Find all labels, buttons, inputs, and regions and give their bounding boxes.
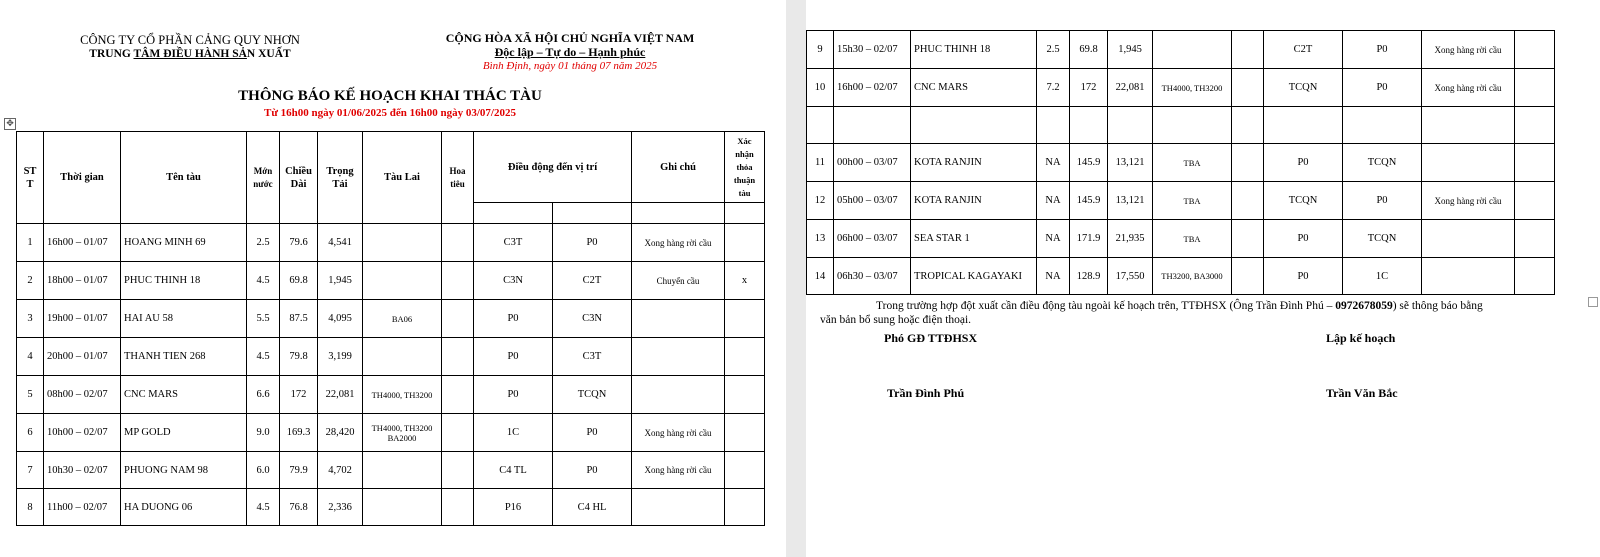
cell-tug — [363, 452, 442, 489]
cell-tug — [363, 262, 442, 300]
cell-pilot — [442, 262, 474, 300]
cell-move-from: TCQN — [1264, 69, 1343, 107]
footnote-phone: 0972678059 — [1335, 300, 1393, 312]
footnote-line-1 — [820, 299, 1560, 313]
cell-ship: HAI AU 58 — [121, 300, 247, 338]
cell-note: Xong hàng rời cầu — [632, 414, 725, 452]
cell-move-to: C3T — [553, 338, 632, 376]
cell-ship: TROPICAL KAGAYAKI — [911, 258, 1037, 295]
cell-move-to: C2T — [553, 262, 632, 300]
col-ship: Tên tàu — [121, 132, 247, 224]
cell-time — [834, 107, 911, 144]
cell-pilot — [1232, 107, 1264, 144]
cell-draft: NA — [1037, 258, 1070, 295]
cell-tug: TBA — [1153, 182, 1232, 220]
cell-confirm — [1515, 220, 1555, 258]
document-page-2 — [806, 0, 1600, 557]
cell-tonnage: 21,935 — [1108, 220, 1153, 258]
cell-ship: CNC MARS — [121, 376, 247, 414]
footnote-line-2: văn bản bổ sung hoặc điện thoại. — [820, 314, 972, 326]
cell-move-from: P0 — [474, 338, 553, 376]
cell-ship: KOTA RANJIN — [911, 144, 1037, 182]
cell-confirm — [725, 300, 765, 338]
cell-time: 06h30 – 03/07 — [834, 258, 911, 295]
col-confirm-sub — [725, 203, 765, 224]
document-page-1 — [0, 0, 786, 557]
document-subtitle: Từ 16h00 ngày 01/06/2025 đến 16h00 ngày 03/07/2025 — [263, 107, 516, 119]
cell-length: 79.9 — [280, 452, 318, 489]
cell-pilot — [442, 224, 474, 262]
document-title: THÔNG BÁO KẾ HOẠCH KHAI THÁC TÀU — [238, 88, 542, 104]
cell-tonnage: 22,081 — [1108, 69, 1153, 107]
cell-length: 69.8 — [280, 262, 318, 300]
cell-time: 06h00 – 03/07 — [834, 220, 911, 258]
cell-pilot — [1232, 69, 1264, 107]
cell-confirm — [1515, 107, 1555, 144]
cell-ship: HOANG MINH 69 — [121, 224, 247, 262]
col-move: Điều động đến vị trí — [474, 132, 632, 203]
table-row — [807, 182, 1555, 220]
cell-stt: 8 — [17, 489, 44, 526]
national-title: CỘNG HÒA XÃ HỘI CHỦ NGHĨA VIỆT NAM — [445, 31, 695, 45]
cell-tonnage: 13,121 — [1108, 182, 1153, 220]
col-note: Ghi chú — [632, 132, 725, 203]
cell-tug: TH4000, TH3200 — [1153, 69, 1232, 107]
cell-confirm — [1515, 31, 1555, 69]
cell-stt: 12 — [807, 182, 834, 220]
cell-time: 10h30 – 02/07 — [44, 452, 121, 489]
cell-tonnage: 1,945 — [318, 262, 363, 300]
company-department — [60, 47, 320, 61]
cell-pilot — [1232, 182, 1264, 220]
cell-draft: 6.0 — [247, 452, 280, 489]
cell-tug — [363, 414, 442, 452]
cell-tug — [1153, 31, 1232, 69]
cell-length: 169.3 — [280, 414, 318, 452]
cell-move-from: C4 TL — [474, 452, 553, 489]
cell-ship: SEA STAR 1 — [911, 220, 1037, 258]
cell-draft: NA — [1037, 144, 1070, 182]
cell-note — [632, 338, 725, 376]
table-row — [807, 258, 1555, 295]
cell-time: 00h00 – 03/07 — [834, 144, 911, 182]
table-row — [807, 144, 1555, 182]
cell-confirm — [1515, 69, 1555, 107]
cell-stt: 7 — [17, 452, 44, 489]
cell-note: Xong hàng rời cầu — [1422, 31, 1515, 69]
col-pilot: Hoa tiêu — [442, 132, 474, 224]
cell-length: 69.8 — [1070, 31, 1108, 69]
cell-pilot — [1232, 220, 1264, 258]
department-part-c: N XUẤT — [246, 48, 291, 60]
cell-time: 16h00 – 02/07 — [834, 69, 911, 107]
cell-pilot — [442, 452, 474, 489]
table-row — [17, 414, 765, 452]
cell-confirm: x — [725, 262, 765, 300]
table-row — [17, 338, 765, 376]
signature-left-title: Phó GĐ TTĐHSX — [884, 331, 978, 345]
table-row — [807, 107, 1555, 144]
cell-tonnage: 13,121 — [1108, 144, 1153, 182]
cell-confirm — [725, 376, 765, 414]
cell-confirm — [725, 338, 765, 376]
cell-note — [632, 376, 725, 414]
cell-draft — [1037, 107, 1070, 144]
tug-line-2: BA2000 — [387, 432, 417, 443]
cell-length: 76.8 — [280, 489, 318, 526]
cell-stt: 14 — [807, 258, 834, 295]
cell-confirm — [1515, 144, 1555, 182]
cell-stt: 9 — [807, 31, 834, 69]
cell-note — [1422, 107, 1515, 144]
cell-tonnage: 4,095 — [318, 300, 363, 338]
schedule-table — [16, 131, 765, 526]
cell-time: 20h00 – 01/07 — [44, 338, 121, 376]
col-draft: Mớn nước — [247, 132, 280, 224]
table-row — [807, 31, 1555, 69]
cell-stt: 10 — [807, 69, 834, 107]
table-row — [807, 220, 1555, 258]
table-move-handle-icon[interactable]: ✥ — [4, 118, 16, 130]
cell-time: 10h00 – 02/07 — [44, 414, 121, 452]
col-stt: ST T — [17, 132, 44, 224]
cell-length: 79.8 — [280, 338, 318, 376]
cell-note — [1422, 144, 1515, 182]
cell-tonnage: 17,550 — [1108, 258, 1153, 295]
cell-tug: TBA — [1153, 220, 1232, 258]
cell-pilot — [442, 489, 474, 526]
cell-move-from: P0 — [1264, 144, 1343, 182]
cell-ship: PHUC THINH 18 — [911, 31, 1037, 69]
header-row — [17, 132, 765, 203]
cell-tug — [363, 489, 442, 526]
cell-length — [1070, 107, 1108, 144]
page-edge-marker-icon — [1588, 297, 1598, 307]
national-motto: Độc lập – Tự do – Hạnh phúc — [494, 45, 646, 59]
cell-move-from: P16 — [474, 489, 553, 526]
table-row — [17, 376, 765, 414]
cell-ship: PHUONG NAM 98 — [121, 452, 247, 489]
cell-note — [632, 300, 725, 338]
company-name: CÔNG TY CỔ PHẦN CẢNG QUY NHƠN — [80, 33, 300, 47]
cell-move-to: TCQN — [1343, 220, 1422, 258]
cell-note: Xong hàng rời cầu — [632, 452, 725, 489]
col-tonnage: Trọng Tải — [318, 132, 363, 224]
cell-move-from — [1264, 107, 1343, 144]
cell-length: 128.9 — [1070, 258, 1108, 295]
signature-left-name: Trần Đình Phú — [887, 386, 965, 400]
cell-note: Xong hàng rời cầu — [1422, 182, 1515, 220]
cell-ship: HA DUONG 06 — [121, 489, 247, 526]
cell-confirm — [725, 224, 765, 262]
cell-draft: 9.0 — [247, 414, 280, 452]
table-row — [17, 489, 765, 526]
cell-pilot — [1232, 144, 1264, 182]
col-note-sub — [632, 203, 725, 224]
cell-pilot — [442, 414, 474, 452]
cell-length: 79.6 — [280, 224, 318, 262]
cell-time: 15h30 – 02/07 — [834, 31, 911, 69]
cell-pilot — [442, 338, 474, 376]
department-part-a: TRUNG — [89, 48, 134, 60]
cell-tonnage: 1,945 — [1108, 31, 1153, 69]
cell-move-from: TCQN — [1264, 182, 1343, 220]
cell-length: 171.9 — [1070, 220, 1108, 258]
cell-confirm — [725, 452, 765, 489]
cell-note — [1422, 220, 1515, 258]
cell-length: 145.9 — [1070, 182, 1108, 220]
cell-move-from: C3T — [474, 224, 553, 262]
cell-stt — [807, 107, 834, 144]
company-header — [60, 33, 320, 61]
cell-length: 145.9 — [1070, 144, 1108, 182]
cell-move-from: P0 — [1264, 258, 1343, 295]
cell-draft: 4.5 — [247, 489, 280, 526]
cell-move-to: C4 HL — [553, 489, 632, 526]
signature-right-title: Lập kế hoạch — [1326, 331, 1396, 345]
cell-pilot — [1232, 31, 1264, 69]
cell-tonnage: 4,702 — [318, 452, 363, 489]
cell-length: 172 — [280, 376, 318, 414]
cell-confirm — [725, 489, 765, 526]
cell-tonnage: 2,336 — [318, 489, 363, 526]
cell-stt: 1 — [17, 224, 44, 262]
cell-tonnage: 3,199 — [318, 338, 363, 376]
cell-pilot — [442, 376, 474, 414]
cell-confirm — [725, 414, 765, 452]
cell-ship: THANH TIEN 268 — [121, 338, 247, 376]
cell-move-to: P0 — [553, 224, 632, 262]
cell-stt: 2 — [17, 262, 44, 300]
cell-ship: CNC MARS — [911, 69, 1037, 107]
cell-stt: 6 — [17, 414, 44, 452]
cell-move-to: P0 — [1343, 69, 1422, 107]
cell-stt: 3 — [17, 300, 44, 338]
col-move-to — [553, 203, 632, 224]
document-date: Bình Định, ngày 01 tháng 07 năm 2025 — [482, 60, 658, 72]
cell-stt: 11 — [807, 144, 834, 182]
cell-note: Xong hàng rời cầu — [1422, 69, 1515, 107]
cell-draft: 6.6 — [247, 376, 280, 414]
cell-tug — [363, 224, 442, 262]
cell-tug: BA06 — [363, 300, 442, 338]
cell-draft: 2.5 — [1037, 31, 1070, 69]
cell-draft: 7.2 — [1037, 69, 1070, 107]
cell-ship — [911, 107, 1037, 144]
cell-time: 11h00 – 02/07 — [44, 489, 121, 526]
table-row — [17, 452, 765, 489]
table-row — [17, 224, 765, 262]
col-time: Thời gian — [44, 132, 121, 224]
cell-move-from: P0 — [1264, 220, 1343, 258]
cell-draft: 4.5 — [247, 338, 280, 376]
signature-right-name: Trần Văn Bắc — [1326, 386, 1398, 400]
cell-move-to: P0 — [1343, 182, 1422, 220]
cell-tug: TH3200, BA3000 — [1153, 258, 1232, 295]
cell-tug — [363, 338, 442, 376]
cell-tug: TBA — [1153, 144, 1232, 182]
cell-tonnage: 4,541 — [318, 224, 363, 262]
cell-stt: 13 — [807, 220, 834, 258]
cell-tug: TH4000, TH3200 — [363, 376, 442, 414]
cell-tonnage: 22,081 — [318, 376, 363, 414]
cell-move-to: C3N — [553, 300, 632, 338]
cell-stt: 4 — [17, 338, 44, 376]
cell-note — [632, 489, 725, 526]
cell-length: 87.5 — [280, 300, 318, 338]
cell-move-from: P0 — [474, 300, 553, 338]
table-row — [807, 69, 1555, 107]
cell-confirm — [1515, 182, 1555, 220]
cell-note: Chuyển cầu — [632, 262, 725, 300]
cell-time: 19h00 – 01/07 — [44, 300, 121, 338]
cell-draft: NA — [1037, 182, 1070, 220]
cell-ship: MP GOLD — [121, 414, 247, 452]
cell-move-to — [1343, 107, 1422, 144]
cell-move-from: 1C — [474, 414, 553, 452]
table-row — [17, 300, 765, 338]
cell-note — [1422, 258, 1515, 295]
cell-move-from: P0 — [474, 376, 553, 414]
cell-move-from: C2T — [1264, 31, 1343, 69]
table-row — [17, 262, 765, 300]
cell-confirm — [1515, 258, 1555, 295]
col-move-from — [474, 203, 553, 224]
cell-tug — [1153, 107, 1232, 144]
cell-move-from: C3N — [474, 262, 553, 300]
cell-draft: NA — [1037, 220, 1070, 258]
cell-time: 16h00 – 01/07 — [44, 224, 121, 262]
cell-note: Xong hàng rời cầu — [632, 224, 725, 262]
schedule-table-continued — [806, 30, 1555, 295]
national-header — [420, 31, 720, 73]
cell-draft: 5.5 — [247, 300, 280, 338]
cell-move-to: TCQN — [553, 376, 632, 414]
cell-stt: 5 — [17, 376, 44, 414]
cell-move-to: 1C — [1343, 258, 1422, 295]
col-tug: Tàu Lai — [363, 132, 442, 224]
cell-length: 172 — [1070, 69, 1108, 107]
cell-tonnage: 28,420 — [318, 414, 363, 452]
cell-move-to: P0 — [1343, 31, 1422, 69]
department-part-b: TÂM ĐIỀU HÀNH SẢ — [133, 48, 247, 60]
cell-draft: 2.5 — [247, 224, 280, 262]
footnote — [820, 299, 1560, 327]
col-confirm: Xác nhận thỏa thuận tàu — [725, 132, 765, 203]
cell-pilot — [442, 300, 474, 338]
cell-move-to: P0 — [553, 414, 632, 452]
footnote-part-2: ) sẽ thông báo bằng — [1392, 300, 1483, 312]
cell-move-to: TCQN — [1343, 144, 1422, 182]
tug-line-1: TH4000, TH3200 — [371, 422, 433, 433]
cell-pilot — [1232, 258, 1264, 295]
cell-ship: KOTA RANJIN — [911, 182, 1037, 220]
footnote-part-1: Trong trường hợp đột xuất cần điều động tàu ngoài kế hoạch trên, TTĐHSX (Ông Trần Đình Phú – — [876, 300, 1336, 312]
col-length: Chiều Dài — [280, 132, 318, 224]
cell-time: 18h00 – 01/07 — [44, 262, 121, 300]
cell-tonnage — [1108, 107, 1153, 144]
cell-draft: 4.5 — [247, 262, 280, 300]
cell-time: 08h00 – 02/07 — [44, 376, 121, 414]
cell-time: 05h00 – 03/07 — [834, 182, 911, 220]
cell-ship: PHUC THINH 18 — [121, 262, 247, 300]
cell-move-to: P0 — [553, 452, 632, 489]
